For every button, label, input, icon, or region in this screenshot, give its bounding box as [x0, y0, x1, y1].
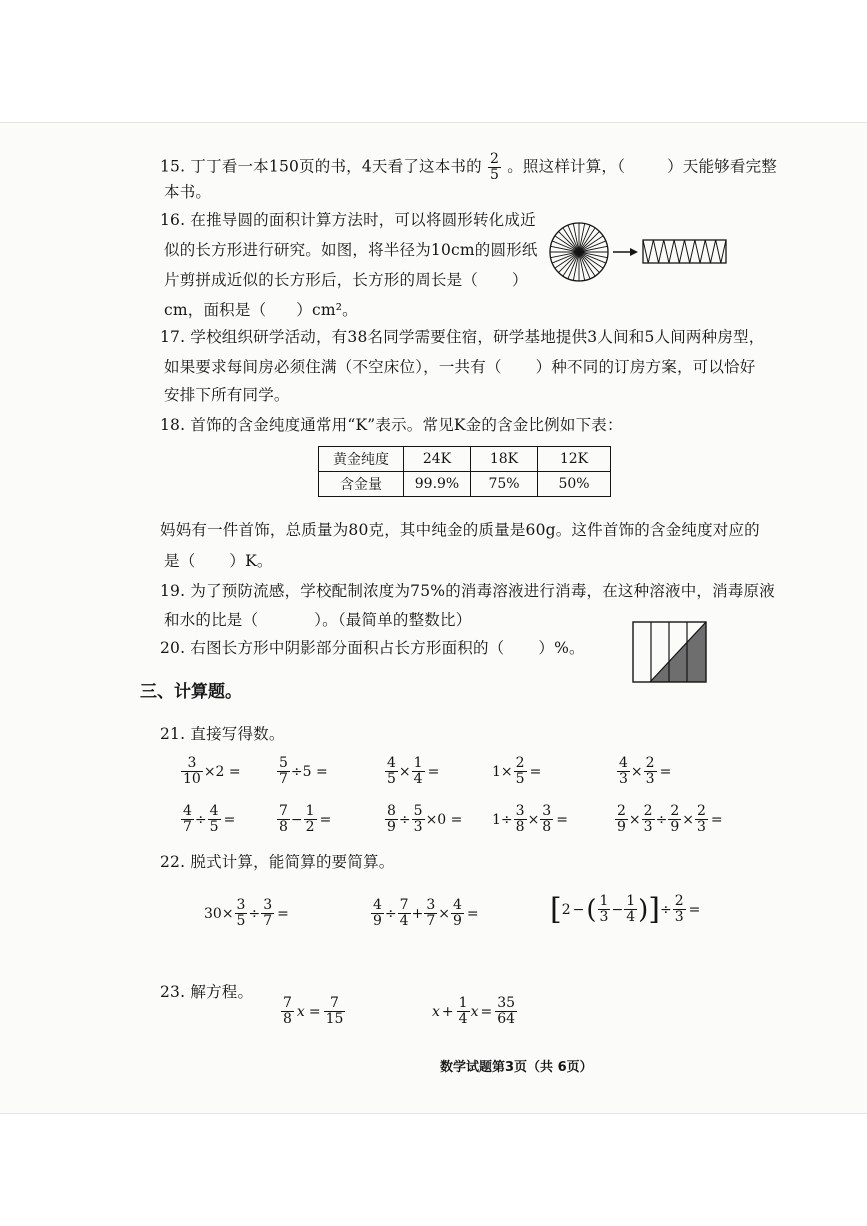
- frac-num: 2: [489, 151, 500, 167]
- expr-text: 1×: [492, 763, 513, 780]
- frac-num: 4: [619, 755, 628, 771]
- question-18-line1: 18. 首饰的含金纯度通常用“K”表示。常见K金的含金比例如下表：: [160, 416, 623, 434]
- fraction: [385, 804, 398, 835]
- q16-area-text: cm，面积是（: [164, 301, 267, 319]
- frac-den: 3: [645, 771, 655, 787]
- table-cell: 18K: [471, 447, 538, 472]
- rectangle-zigzag: [643, 240, 726, 263]
- frac-den: 7: [183, 819, 192, 835]
- frac-num: 2: [643, 803, 653, 819]
- page-footer: 数学试题第3页（共 6页）: [440, 1060, 593, 1075]
- frac-den: 5: [515, 771, 525, 787]
- q23-a: [280, 996, 346, 1027]
- operator: −: [572, 901, 585, 918]
- right-paren: ): [638, 894, 649, 925]
- q22-c: [550, 891, 702, 927]
- frac-den: 4: [413, 771, 423, 787]
- q20-text-b: ）%。: [538, 639, 585, 657]
- q15-text-c: ）天能够看完整: [667, 157, 777, 176]
- fraction: [385, 756, 398, 787]
- table-cell: 12K: [538, 447, 611, 472]
- question-21-title: 21. 直接写得数。: [160, 725, 285, 743]
- question-23-title: 23. 解方程。: [160, 983, 254, 1001]
- frac-num: 3: [426, 897, 436, 913]
- question-17-line1: 17. 学校组织研学活动，有38名同学需要住宿，研学基地提供3人间和5人间两种房型，: [160, 328, 765, 346]
- operator: ÷: [655, 811, 668, 828]
- q17-text-a: 如果要求每间房必须住满（不空床位），一共有（: [164, 358, 502, 376]
- q15-text-b: 。照这样计算，（: [507, 157, 626, 176]
- frac-num: 1: [305, 803, 315, 819]
- frac-num: 5: [279, 755, 288, 771]
- expr-text: ×0 =: [425, 811, 463, 828]
- q19-text-a: 和水的比是（: [164, 611, 259, 629]
- table-cell: 24K: [404, 447, 471, 472]
- q22-a: [204, 898, 291, 929]
- operator: +: [411, 905, 424, 922]
- question-15-line1: [160, 152, 777, 183]
- frac-den: 3: [619, 771, 628, 787]
- frac-num: 3: [263, 897, 273, 913]
- question-16-line4: [164, 300, 358, 320]
- question-16-line1: 16. 在推导圆的面积计算方法时，可以将圆形转化成近: [160, 211, 536, 229]
- frac-num: 2: [515, 755, 525, 771]
- fraction: [235, 898, 248, 929]
- equals: =: [277, 905, 289, 922]
- frac-num: 2: [645, 755, 655, 771]
- question-22-title: 22. 脱式计算，能简算的要简算。: [160, 853, 395, 871]
- question-16-line2: 似的长方形进行研究。如图，将半径为10cm的圆形纸: [164, 241, 538, 259]
- frac-den: 8: [283, 1011, 292, 1027]
- q16-text: 片剪拼成近似的长方形后，长方形的周长是（: [164, 271, 479, 289]
- equals: =: [556, 811, 568, 828]
- frac-den: 4: [399, 913, 409, 929]
- frac-num: 4: [452, 897, 462, 913]
- fraction: [424, 898, 437, 929]
- shaded-rectangle-figure: [632, 620, 708, 684]
- fraction: [457, 996, 470, 1027]
- q21-r2-c: [384, 804, 462, 835]
- frac-den: 8: [542, 819, 552, 835]
- frac-den: 10: [183, 771, 201, 787]
- frac-den: 3: [643, 819, 653, 835]
- fraction: [281, 996, 294, 1027]
- number: 2: [561, 901, 571, 918]
- fraction: [617, 756, 630, 787]
- left-bracket: [: [550, 891, 562, 927]
- expr-text: 1÷: [492, 811, 513, 828]
- question-16-line3: [164, 270, 528, 290]
- q18-text-a: 是（: [164, 552, 196, 570]
- fraction: [412, 756, 425, 787]
- equals: =: [466, 905, 479, 922]
- table-row: [319, 447, 611, 472]
- q21-r2-b: [276, 804, 333, 835]
- frac-den: 5: [387, 771, 396, 787]
- equals: =: [710, 811, 723, 828]
- frac-num: 7: [330, 995, 339, 1011]
- frac-num: 1: [599, 893, 609, 909]
- question-19-line2: [164, 610, 471, 630]
- frac-den: 7: [426, 913, 436, 929]
- operator: ÷: [659, 901, 672, 918]
- fraction: [181, 804, 194, 835]
- fraction: [598, 894, 611, 925]
- frac-num: 1: [413, 755, 423, 771]
- operator: +: [441, 1003, 454, 1020]
- frac-den: 9: [452, 913, 462, 929]
- operator: −: [290, 811, 303, 828]
- fraction: [673, 894, 686, 925]
- fraction: [495, 996, 517, 1027]
- frac-den: 3: [674, 909, 684, 925]
- approx-rectangle: [643, 240, 726, 263]
- fraction: [261, 898, 274, 929]
- fraction: [324, 996, 346, 1027]
- q21-r1-e: [616, 756, 673, 787]
- table-row: [319, 472, 611, 497]
- frac-num: 4: [373, 897, 382, 913]
- equals: =: [659, 763, 672, 780]
- fraction: [304, 804, 317, 835]
- frac-num: 3: [542, 803, 552, 819]
- table-cell: 75%: [471, 472, 538, 497]
- table-cell: 黄金纯度: [319, 447, 404, 472]
- operator: ×: [628, 811, 641, 828]
- q15-text-a: 15. 丁丁看一本150页的书，4天看了这本书的: [160, 157, 482, 176]
- q19-text-b: ）。（最简单的整数比）: [314, 611, 472, 629]
- expr-text: ×2 =: [203, 763, 241, 780]
- frac-den: 9: [617, 819, 626, 835]
- frac-den: 7: [263, 913, 273, 929]
- operator: ×: [527, 811, 540, 828]
- fraction: [668, 804, 681, 835]
- left-paren: (: [586, 894, 597, 925]
- frac-num: 5: [413, 803, 423, 819]
- question-19-line1: 19. 为了预防流感，学校配制浓度为75%的消毒溶液进行消毒，在这种溶液中，消毒原液: [160, 582, 775, 600]
- frac-den: 15: [325, 1011, 344, 1027]
- table-cell: 50%: [538, 472, 611, 497]
- q18-text-b: ）K。: [229, 552, 273, 570]
- frac-num: 35: [497, 995, 516, 1011]
- operator: ×: [630, 763, 643, 780]
- q21-r2-e: [614, 804, 725, 835]
- frac-num: 2: [670, 803, 680, 819]
- fraction: [540, 804, 553, 835]
- frac-num: 7: [399, 897, 409, 913]
- fraction: [514, 756, 527, 787]
- frac-den: 5: [209, 819, 219, 835]
- operator: ÷: [194, 811, 207, 828]
- q21-r1-d: [492, 756, 543, 787]
- fraction: [644, 756, 657, 787]
- question-17-line2: [164, 357, 755, 377]
- q15-fraction: [488, 152, 501, 183]
- frac-den: 9: [373, 913, 382, 929]
- fraction: [398, 898, 411, 929]
- frac-num: 3: [187, 755, 197, 771]
- question-15-line2: 本书。: [164, 183, 212, 201]
- fraction: [181, 756, 203, 787]
- fraction: [695, 804, 708, 835]
- equals: =: [223, 811, 236, 828]
- frac-num: 1: [626, 893, 636, 909]
- equals: =: [480, 1003, 493, 1020]
- frac-den: 64: [497, 1011, 516, 1027]
- fraction: [642, 804, 655, 835]
- frac-num: 1: [458, 995, 468, 1011]
- right-bracket: ]: [648, 891, 660, 927]
- gold-purity-table: [318, 446, 611, 497]
- variable-x: x: [432, 1003, 440, 1020]
- question-20-line1: [160, 638, 585, 658]
- q16-paren: ）: [512, 271, 528, 289]
- frac-num: 3: [515, 803, 525, 819]
- q22-b: [370, 898, 481, 929]
- q17-text-b: ）种不同的订房方案，可以恰好: [535, 358, 756, 376]
- frac-den: 3: [413, 819, 423, 835]
- frac-den: 4: [626, 909, 636, 925]
- question-18-line3: [164, 551, 273, 571]
- frac-den: 3: [599, 909, 609, 925]
- fraction: [514, 804, 527, 835]
- operator: ÷: [398, 811, 411, 828]
- frac-den: 7: [279, 771, 288, 787]
- frac-num: 4: [387, 755, 396, 771]
- fraction: [615, 804, 628, 835]
- arrow-icon: [630, 248, 638, 256]
- frac-den: 4: [458, 1011, 468, 1027]
- frac-num: 2: [674, 893, 684, 909]
- frac-den: 3: [696, 819, 706, 835]
- fraction: [412, 804, 425, 835]
- variable-x: x: [296, 1003, 305, 1020]
- frac-num: 7: [279, 803, 288, 819]
- circle-to-rectangle-figure: [548, 212, 733, 296]
- table-cell: 99.9%: [404, 472, 471, 497]
- frac-den: 9: [670, 819, 680, 835]
- q23-b: [432, 996, 518, 1027]
- q20-text-a: 20. 右图长方形中阴影部分面积占长方形面积的（: [160, 639, 505, 657]
- variable-x: x: [470, 1003, 479, 1020]
- q21-r1-b: [276, 756, 328, 787]
- fraction: [624, 894, 637, 925]
- question-18-line2: 妈妈有一件首饰，总质量为80克，其中纯金的质量是60g。这件首饰的含金纯度对应的: [160, 521, 760, 539]
- q21-r2-d: [492, 804, 570, 835]
- expr-text: 30×: [204, 905, 234, 922]
- q21-r1-a: [180, 756, 241, 787]
- fraction: [371, 898, 384, 929]
- frac-num: 3: [236, 897, 246, 913]
- equals: =: [529, 763, 542, 780]
- frac-num: 7: [283, 995, 292, 1011]
- frac-den: 8: [515, 819, 525, 835]
- fraction: [208, 804, 221, 835]
- frac-den: 2: [305, 819, 315, 835]
- fraction: [277, 756, 290, 787]
- q21-r2-a: [180, 804, 237, 835]
- equals: =: [688, 901, 701, 918]
- equals: =: [427, 763, 440, 780]
- q21-r1-c: [384, 756, 441, 787]
- expr-text: ÷5 =: [290, 763, 328, 780]
- equals: =: [319, 811, 332, 828]
- operator: ×: [398, 763, 411, 780]
- frac-den: 5: [489, 167, 500, 183]
- operator: ÷: [248, 905, 261, 922]
- operator: ÷: [384, 905, 397, 922]
- operator: ×: [438, 905, 450, 922]
- section-title-calculation: 三、计算题。: [140, 682, 242, 702]
- frac-den: 9: [387, 819, 396, 835]
- frac-den: 8: [279, 819, 288, 835]
- operator: ×: [682, 811, 694, 828]
- table-cell: 含金量: [319, 472, 404, 497]
- operator: −: [611, 901, 624, 918]
- fraction: [277, 804, 290, 835]
- q16-area-unit: ）cm²。: [296, 301, 358, 319]
- fraction: [451, 898, 464, 929]
- frac-num: 8: [387, 803, 396, 819]
- frac-num: 2: [696, 803, 706, 819]
- frac-num: 2: [617, 803, 626, 819]
- question-17-line3: 安排下所有同学。: [164, 386, 290, 404]
- frac-den: 5: [236, 913, 246, 929]
- frac-num: 4: [209, 803, 219, 819]
- frac-num: 4: [183, 803, 192, 819]
- equals: =: [308, 1003, 321, 1020]
